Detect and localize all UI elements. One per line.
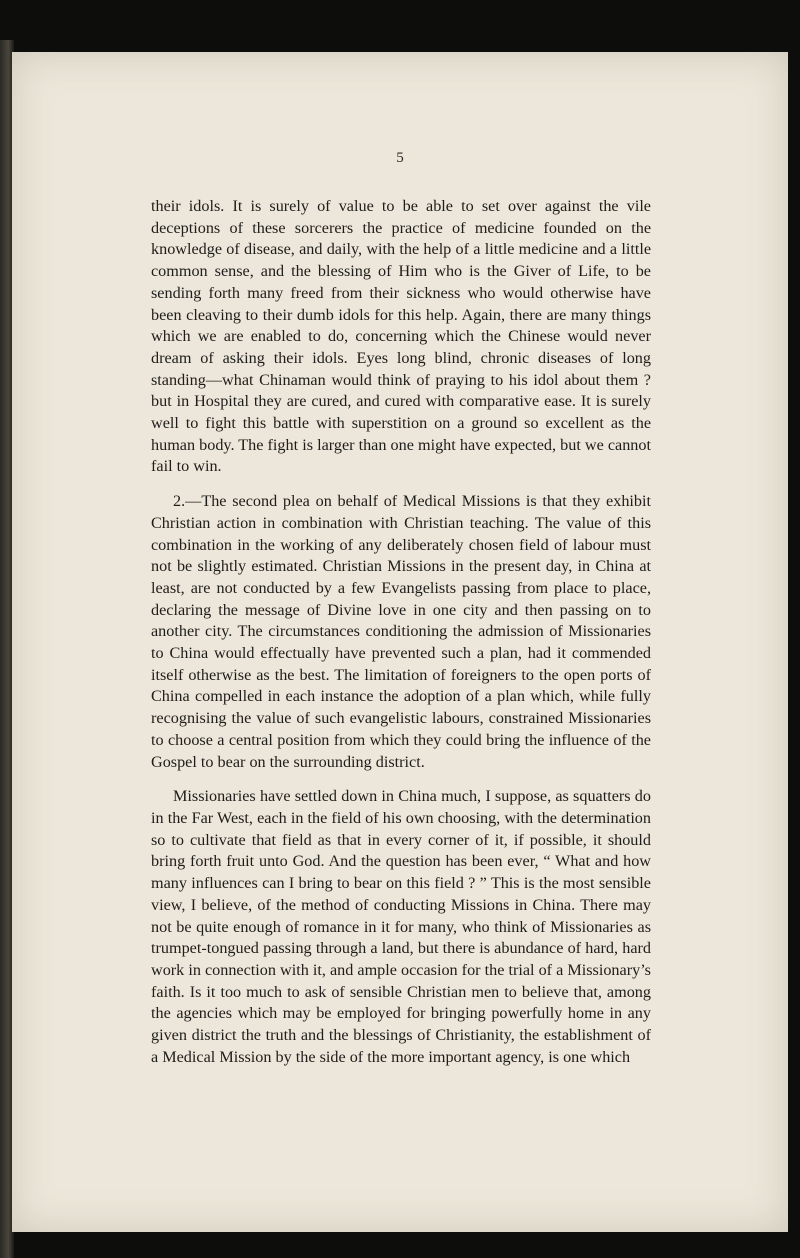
page-number: 5	[396, 150, 404, 166]
paragraph-2: 2.—The second plea on behalf of Medical Missions is that they exhibit Christian action in combination with Christian teaching. The value of this combination in the working of any deliberately chosen field of labour must not be slightly estimated. Christian Missions in the present day, in China at least, are not conducted by a few Evangelists passing from place to place, declaring the message of Divine love in one city and then passing on to another city. The circumstances conditioning the admission of Missionaries to China would effectually have prevented such a plan, had it commended itself otherwise as the best. The limitation of foreigners to the open ports of China compelled in each instance the adoption of a plan which, while fully recognising the value of such evangelistic labours, constrained Missionaries to choose a central position from which they could bring the influence of the Gospel to bear on the surrounding district.	[151, 492, 651, 771]
paragraph-3: Missionaries have settled down in China much, I suppose, as squatters do in the Far West, each in the field of his own choosing, with the determination so to cultivate that field as that in every corner of it, if possible, it should bring forth fruit unto God. And the question has been ever, “ What and how many influences can I bring to bear on this field ? ” This is the most sensible view, I believe, of the method of conducting Missions in China. There may not be quite enough of romance in it for many, who think of Missionaries as trumpet-tongued passing through a land, but there is abundance of hard, hard work in connection with it, and ample occasion for the trial of a Missionary’s faith. Is it too much to ask of sensible Christian men to believe that, among the agencies which may be employed for bringing powerfully home in any given district the truth and the blessings of Christianity, the establishment of a Medical Mission by the side of the more important agency, is one which	[151, 787, 651, 1066]
body-text	[151, 196, 651, 1081]
book-page	[12, 52, 788, 1232]
paragraph-1: their idols. It is surely of value to be able to set over against the vile deceptions of these sorcerers the practice of medicine founded on the knowledge of disease, and daily, with the help of a little medicine and a little common sense, and the blessing of Him who is the Giver of Life, to be sending forth many freed from their sickness who would otherwise have been cleaving to their dumb idols for this help. Again, there are many things which we are enabled to do, concerning which the Chinese would never dream of asking their idols. Eyes long blind, chronic diseases of long standing—what Chinaman would think of praying to his idol about them ? but in Hospital they are cured, and cured with comparative ease. It is surely well to fight this battle with superstition on a ground so excellent as the human body. The fight is larger than one might have expected, but we cannot fail to win.	[151, 197, 651, 476]
